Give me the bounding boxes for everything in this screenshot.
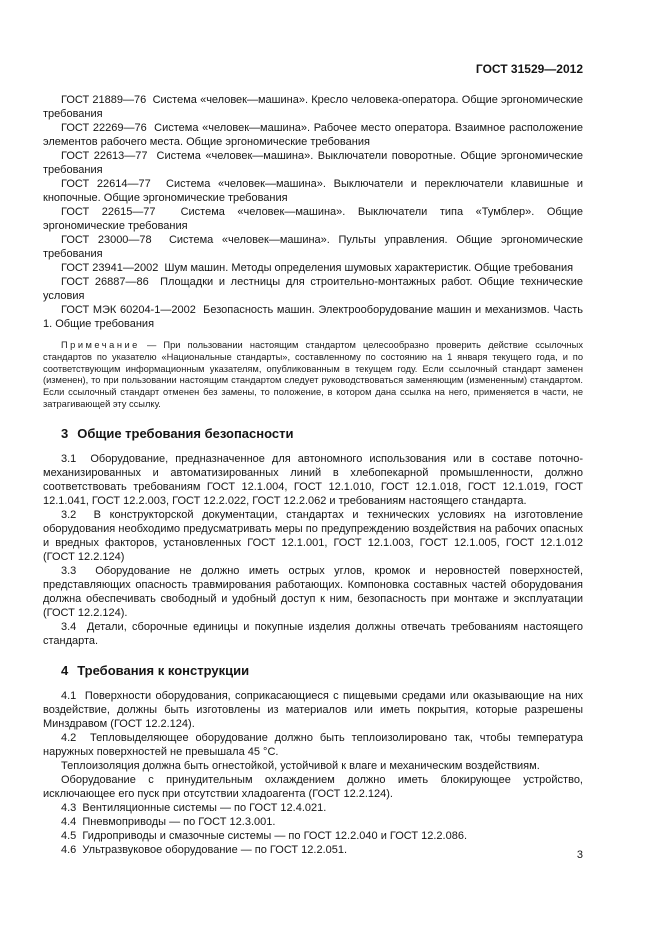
section-3-body — [43, 452, 583, 648]
paragraph: 4.4 Пневмоприводы — по ГОСТ 12.3.001. — [61, 815, 276, 828]
page-number: 3 — [576, 849, 583, 861]
paragraph: Оборудование с принудительным охлаждением должно иметь блокирующее устройство, исключающее его пуск при отсутствии хладоагента (ГОСТ 12.2.124). — [43, 773, 583, 800]
reference-item: ГОСТ 22613—77 Система «человек—машина». Выключатели поворотные. Общие эргономические требования — [43, 150, 583, 176]
section-title: Требования к конструкции — [77, 662, 250, 678]
paragraph: 4.2 Тепловыделяющее оборудование должно быть теплоизолировано так, чтобы температура наружных поверхностей не превышала 45 °С. — [43, 731, 583, 758]
page-content — [43, 62, 583, 857]
reference-item: ГОСТ 22615—77 Система «человек—машина». Выключатели типа «Тумблер». Общие эргономические требования — [43, 206, 583, 232]
reference-item: ГОСТ МЭК 60204-1—2002 Безопасность машин. Электрооборудование машин и механизмов. Часть 1. Общие требования — [43, 304, 583, 330]
reference-item: ГОСТ 22269—76 Система «человек—машина». Рабочее место оператора. Взаимное расположение элементов рабочего места. Общие эргономические требования — [43, 122, 583, 148]
section-number: 4 — [61, 662, 69, 678]
paragraph: 3.3 Оборудование не должно иметь острых углов, кромок и неровностей поверхностей, представляющих опасность травмирования работающих. Компоновка составных частей оборудования должна обеспечивать свободный и удобный доступ к ним, безопасность при монтаже и эксплуатации (ГОСТ 12.2.124). — [43, 564, 583, 619]
note — [43, 340, 583, 411]
doc-number: ГОСТ 31529—2012 — [475, 62, 583, 76]
paragraph: 3.1 Оборудование, предназначенное для автономного использования или в составе поточно-механизированных и автоматизированных линий в хлебопекарной промышленности, должно соответствовать требованиям ГОСТ 12.1.004, ГОСТ 12.1.010, ГОСТ 12.1.018, ГОСТ 12.1.019, ГОСТ 12.1.041, ГОСТ 12.2.003, ГОСТ 12.2.022, ГОСТ 12.2.062 и требованиям настоящего стандарта. — [43, 452, 583, 507]
note-label: Примечание — [61, 340, 140, 350]
section-3-heading — [43, 426, 583, 441]
reference-item: ГОСТ 21889—76 Система «человек—машина». Кресло человека-оператора. Общие эргономические требования — [43, 94, 583, 120]
section-4-body — [43, 689, 583, 857]
paragraph: 4.3 Вентиляционные системы — по ГОСТ 12.4.021. — [61, 801, 327, 814]
references-list — [43, 93, 583, 331]
section-number: 3 — [61, 425, 69, 441]
paragraph: 3.4 Детали, сборочные единицы и покупные изделия должны отвечать требованиям настоящего стандарта. — [43, 620, 583, 647]
note-text: — При пользовании настоящим стандартом целесообразно проверить действие ссылочных стандартов по указателю «Национальные стандарты», составленному по состоянию на 1 января текущего года, и по соответствующим информационным указателям, опубликованным в текущем году. Если ссылочный стандарт заменен (изменен), то при пользовании настоящим стандартом следует руководствоваться заменяющим (измененным) стандартом. Если ссылочный стандарт отменен без замены, то положение, в котором дана ссылка на него, применяется в части, не затрагивающей эту ссылку. — [43, 340, 583, 409]
paragraph: 4.1 Поверхности оборудования, соприкасающиеся с пищевыми средами или оказывающие на них воздействие, должны быть изготовлены из материалов или иметь покрытия, которые разрешены Минздравом (ГОСТ 12.2.124). — [43, 689, 583, 730]
reference-item: ГОСТ 22614—77 Система «человек—машина». Выключатели и переключатели клавишные и кнопочные. Общие эргономические требования — [43, 178, 583, 204]
reference-item: ГОСТ 23000—78 Система «человек—машина». Пульты управления. Общие эргономические требования — [43, 234, 583, 260]
paragraph: 4.6 Ультразвуковое оборудование — по ГОСТ 12.2.051. — [61, 843, 348, 856]
section-4-heading — [43, 663, 583, 678]
section-title: Общие требования безопасности — [77, 425, 294, 441]
reference-item: ГОСТ 26887—86 Площадки и лестницы для строительно-монтажных работ. Общие технические условия — [43, 276, 583, 302]
paragraph: 3.2 В конструкторской документации, стандартах и технических условиях на изготовление оборудования необходимо предусматривать меры по предупреждению воздействия на рабочих опасных и вредных факторов, установленных ГОСТ 12.1.001, ГОСТ 12.1.003, ГОСТ 12.1.005, ГОСТ 12.1.012 (ГОСТ 12.2.124) — [43, 508, 583, 563]
paragraph: 4.5 Гидроприводы и смазочные системы — по ГОСТ 12.2.040 и ГОСТ 12.2.086. — [61, 829, 468, 842]
reference-item: ГОСТ 23941—2002 Шум машин. Методы определения шумовых характеристик. Общие требования — [61, 262, 574, 274]
paragraph: Теплоизоляция должна быть огнестойкой, устойчивой к влаге и механическим воздействиям. — [61, 759, 540, 772]
